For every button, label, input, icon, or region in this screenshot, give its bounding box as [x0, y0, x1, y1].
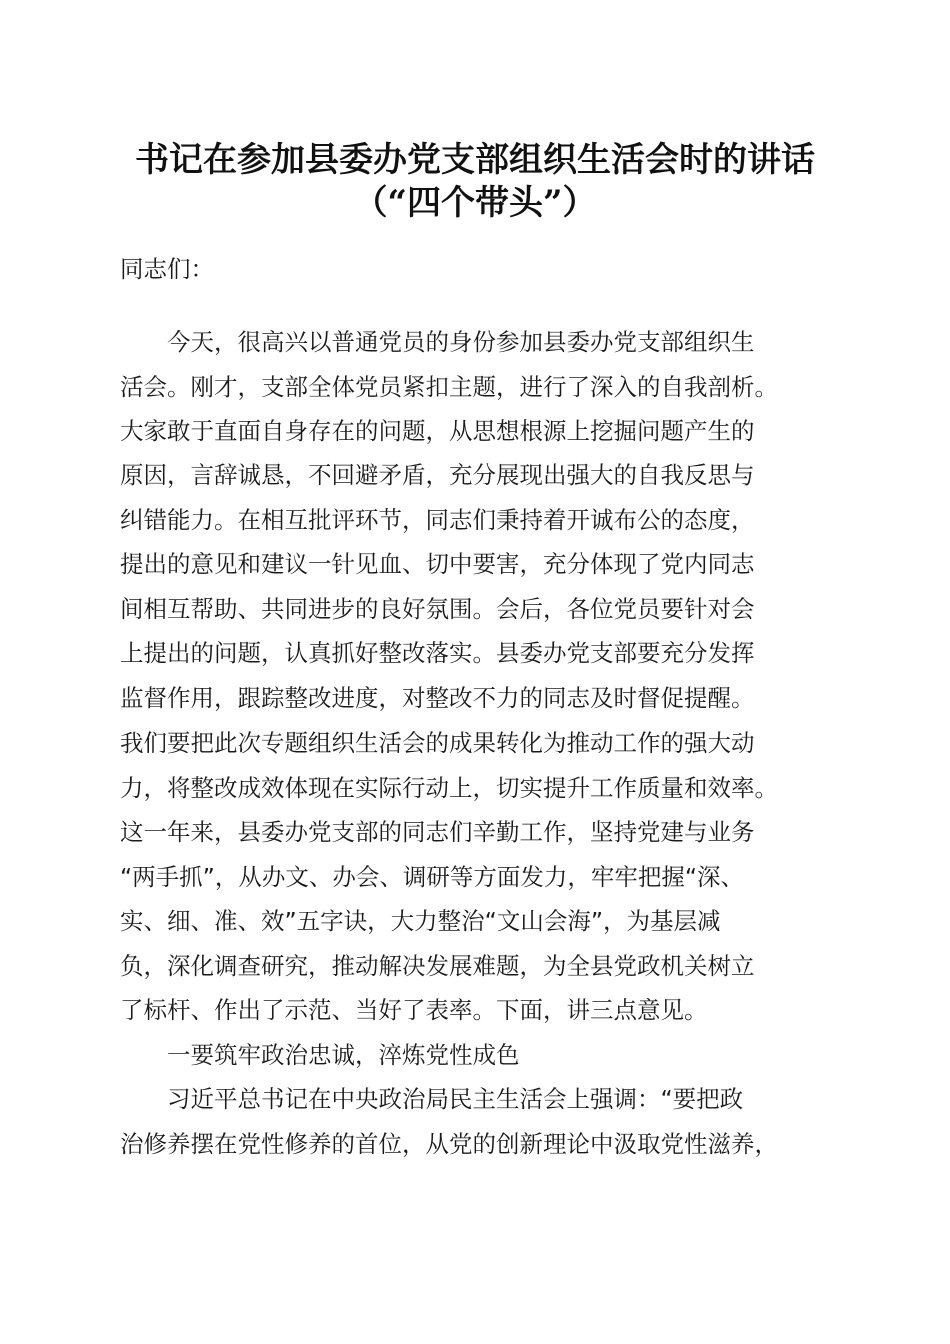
document-title: 书记在参加县委办党支部组织生活会时的讲话 — [135, 140, 815, 180]
paragraph-line: 提出的意见和建议一针见血、切中要害，充分体现了党内同志 — [120, 550, 755, 578]
salutation: 同志们： — [120, 255, 214, 283]
section-heading: 一要筑牢政治忠诚，淬炼党性成色 — [120, 1041, 520, 1069]
paragraph-line: 大家敢于直面自身存在的问题，从思想根源上挖掘问题产生的 — [120, 417, 755, 445]
paragraph-line: 活会。刚才，支部全体党员紧扣主题，进行了深入的自我剖析。 — [120, 373, 778, 401]
paragraph-line: 了标杆、作出了示范、当好了表率。下面，讲三点意见。 — [120, 996, 708, 1024]
document-subtitle: （“四个带头”） — [353, 183, 597, 223]
paragraph-line: 我们要把此次专题组织生活会的成果转化为推动工作的强大动 — [120, 729, 755, 757]
paragraph-line: 今天，很高兴以普通党员的身份参加县委办党支部组织生 — [120, 328, 755, 356]
paragraph-line: 习近平总书记在中央政治局民主生活会上强调：“要把政 — [120, 1085, 744, 1113]
paragraph-line: 治修养摆在党性修养的首位，从党的创新理论中汲取党性滋养， — [120, 1130, 778, 1158]
paragraph-line: 负，深化调查研究，推动解决发展难题，为全县党政机关树立 — [120, 952, 755, 980]
paragraph-line: 这一年来，县委办党支部的同志们辛勤工作，坚持党建与业务 — [120, 818, 755, 846]
paragraph-line: 纠错能力。在相互批评环节，同志们秉持着开诚布公的态度， — [120, 506, 755, 534]
paragraph-line: 实、细、准、效”五字诀，大力整治“文山会海”，为基层减 — [120, 907, 721, 935]
paragraph-line: 原因，言辞诚恳，不回避矛盾，充分展现出强大的自我反思与 — [120, 461, 755, 489]
paragraph-line: “两手抓”，从办文、办会、调研等方面发力，牢牢把握“深、 — [120, 863, 745, 891]
paragraph-line: 上提出的问题，认真抓好整改落实。县委办党支部要充分发挥 — [120, 639, 755, 667]
paragraph-line: 间相互帮助、共同进步的良好氛围。会后，各位党员要针对会 — [120, 595, 755, 623]
paragraph-line: 监督作用，跟踪整改进度，对整改不力的同志及时督促提醒。 — [120, 684, 755, 712]
paragraph-line: 力，将整改成效体现在实际行动上，切实提升工作质量和效率。 — [120, 774, 778, 802]
